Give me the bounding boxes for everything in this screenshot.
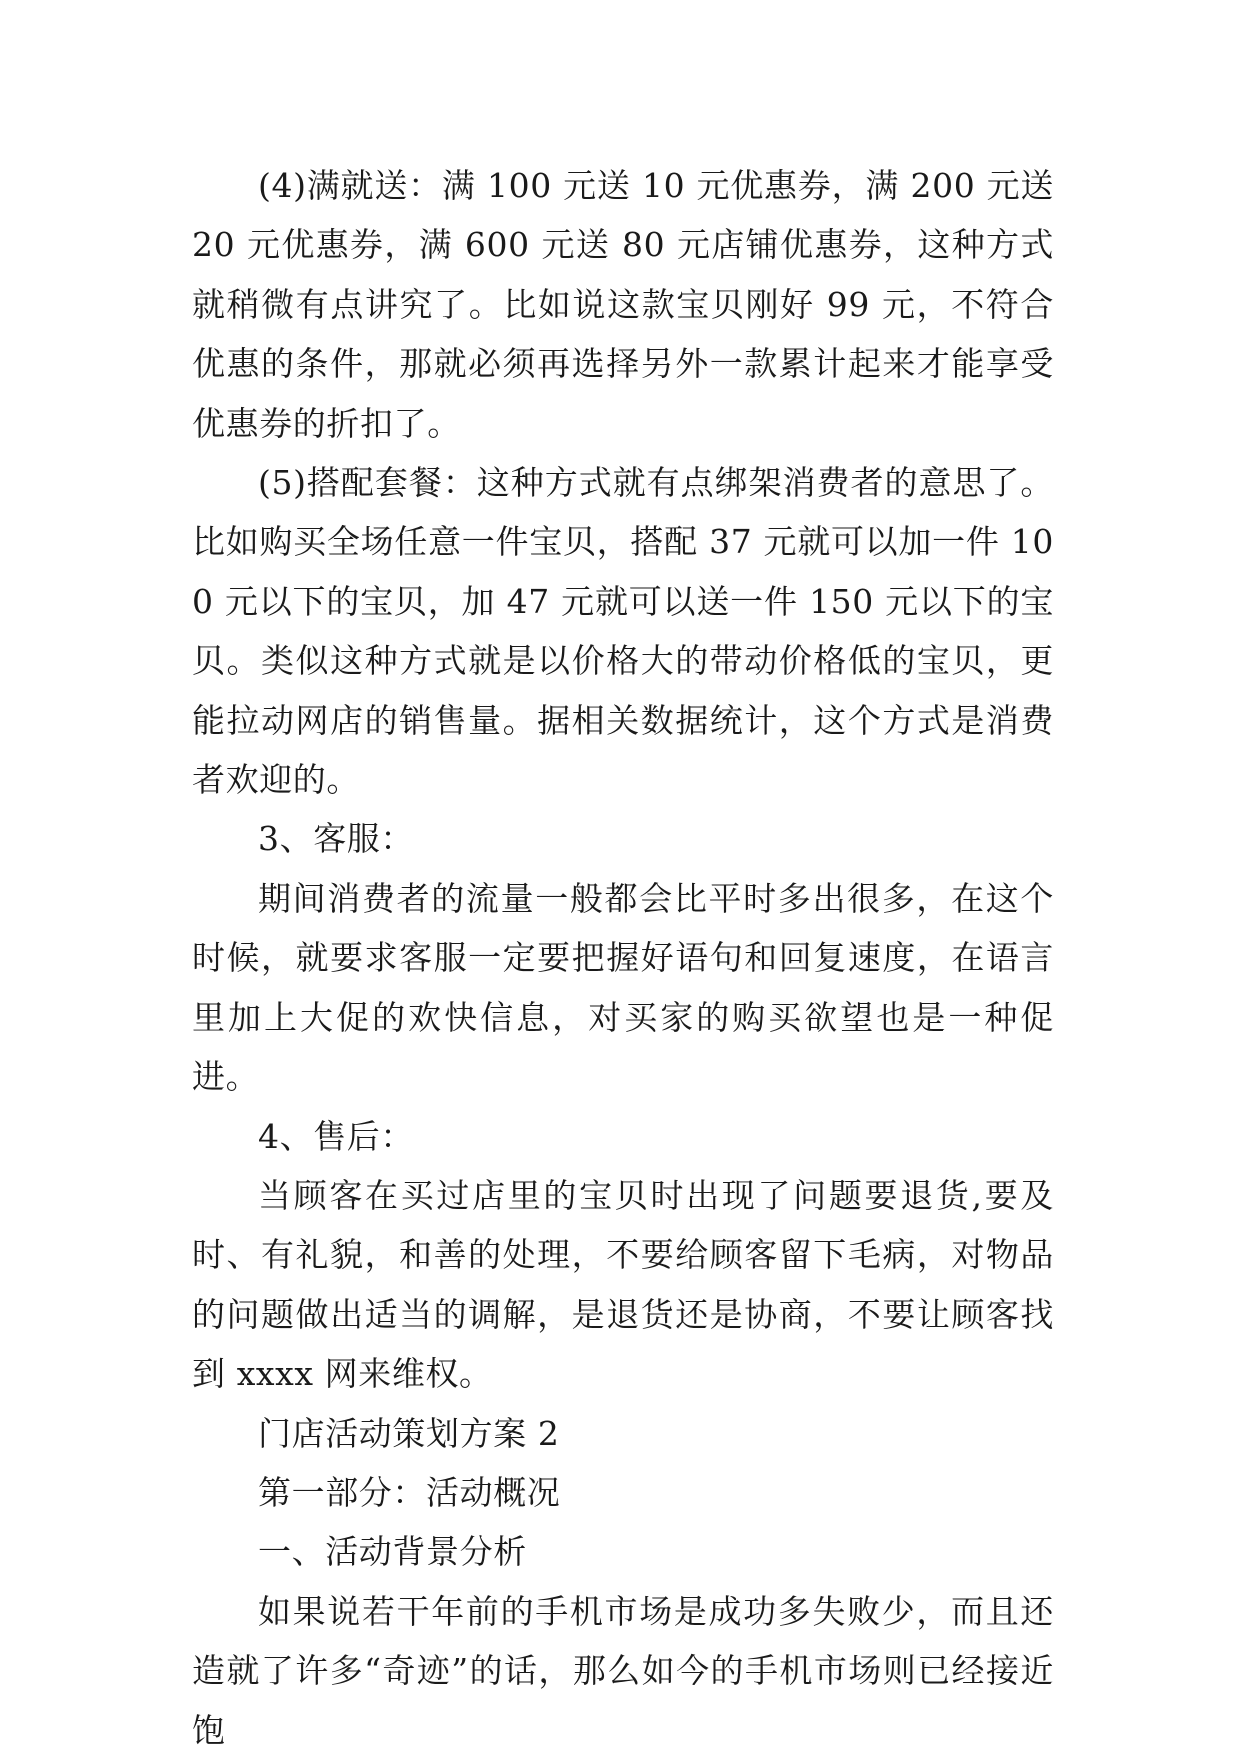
- paragraph-customer-service: 期间消费者的流量一般都会比平时多出很多，在这个时候，就要求客服一定要把握好语句和回复速度，在语言里加上大促的欢快信息，对买家的购买欲望也是一种促进。: [192, 878, 1054, 1097]
- paragraph-promo-bundle: (5)搭配套餐：这种方式就有点绑架消费者的意思了。比如购买全场任意一件宝贝，搭配 37 元就可以加一件 100 元以下的宝贝，加 47 元就可以送一件 150 元以下的宝贝。类似这种方式就是以价格大的带动价格低的宝贝，更能拉动网店的销售量。据相关数据统计，这个方式是消费者欢迎的。: [192, 463, 1054, 800]
- document-body: [192, 156, 1054, 1760]
- heading-part-one: 第一部分：活动概况: [258, 1472, 561, 1512]
- paragraph-promo-full-reduction: (4)满就送：满 100 元送 10 元优惠券，满 200 元送 20 元优惠券，满 600 元送 80 元店铺优惠券，这种方式就稍微有点讲究了。比如说这款宝贝刚好 99 元，不符合优惠的条件，那就必须再选择另外一款累计起来才能享受优惠券的折扣了。: [192, 166, 1054, 443]
- heading-after-sales: 4、售后：: [258, 1116, 414, 1156]
- paragraph-background: 如果说若干年前的手机市场是成功多失败少，而且还造就了许多“奇迹”的话，那么如今的手机市场则已经接近饱: [192, 1591, 1054, 1750]
- heading-background-analysis: 一、活动背景分析: [258, 1532, 527, 1572]
- heading-customer-service: 3、客服：: [258, 819, 414, 859]
- heading-plan-2: 门店活动策划方案 2: [258, 1413, 560, 1453]
- paragraph-after-sales: 当顾客在买过店里的宝贝时出现了问题要退货,要及时、有礼貌，和善的处理，不要给顾客留下毛病，对物品的问题做出适当的调解，是退货还是协商，不要让顾客找到 xxxx 网来维权。: [192, 1175, 1054, 1394]
